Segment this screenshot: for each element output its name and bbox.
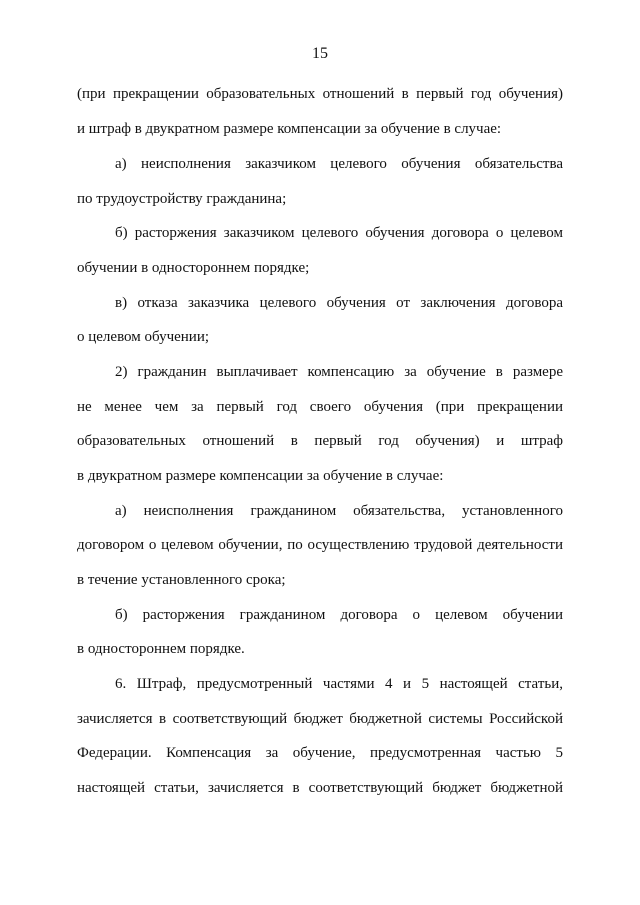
text-line: 6. Штраф, предусмотренный частями 4 и 5 настоящей статьи, xyxy=(115,676,563,692)
text-line: а) неисполнения заказчиком целевого обучения обязательства xyxy=(115,156,563,172)
text-line: образовательных отношений в первый год обучения) и штраф xyxy=(77,433,563,449)
page-number: 15 xyxy=(312,45,328,62)
text-line: в) отказа заказчика целевого обучения от заключения договора xyxy=(115,295,563,311)
text-line: (при прекращении образовательных отношений в первый год обучения) xyxy=(77,86,563,102)
text-line: договором о целевом обучении, по осуществлению трудовой деятельности xyxy=(77,537,563,553)
text-line: настоящей статьи, зачисляется в соответствующий бюджет бюджетной xyxy=(77,780,563,796)
text-line: 2) гражданин выплачивает компенсацию за обучение в размере xyxy=(115,364,563,380)
text-line: Федерации. Компенсация за обучение, предусмотренная частью 5 xyxy=(77,745,563,761)
text-line: не менее чем за первый год своего обучения (при прекращении xyxy=(77,399,563,415)
text-line: зачисляется в соответствующий бюджет бюджетной системы Российской xyxy=(77,711,563,727)
text-line: обучении в одностороннем порядке; xyxy=(77,260,310,276)
text-line: в течение установленного срока; xyxy=(77,572,286,588)
text-line: а) неисполнения гражданином обязательства, установленного xyxy=(115,503,563,519)
text-line: б) расторжения гражданином договора о целевом обучении xyxy=(115,607,563,623)
text-line: б) расторжения заказчиком целевого обучения договора о целевом xyxy=(115,225,563,241)
text-line: и штраф в двукратном размере компенсации за обучение в случае: xyxy=(77,121,502,137)
text-line: по трудоустройству гражданина; xyxy=(77,191,287,207)
text-line: в двукратном размере компенсации за обучение в случае: xyxy=(77,468,444,484)
text-line: в одностороннем порядке. xyxy=(77,641,245,657)
text-line: о целевом обучении; xyxy=(77,329,210,345)
